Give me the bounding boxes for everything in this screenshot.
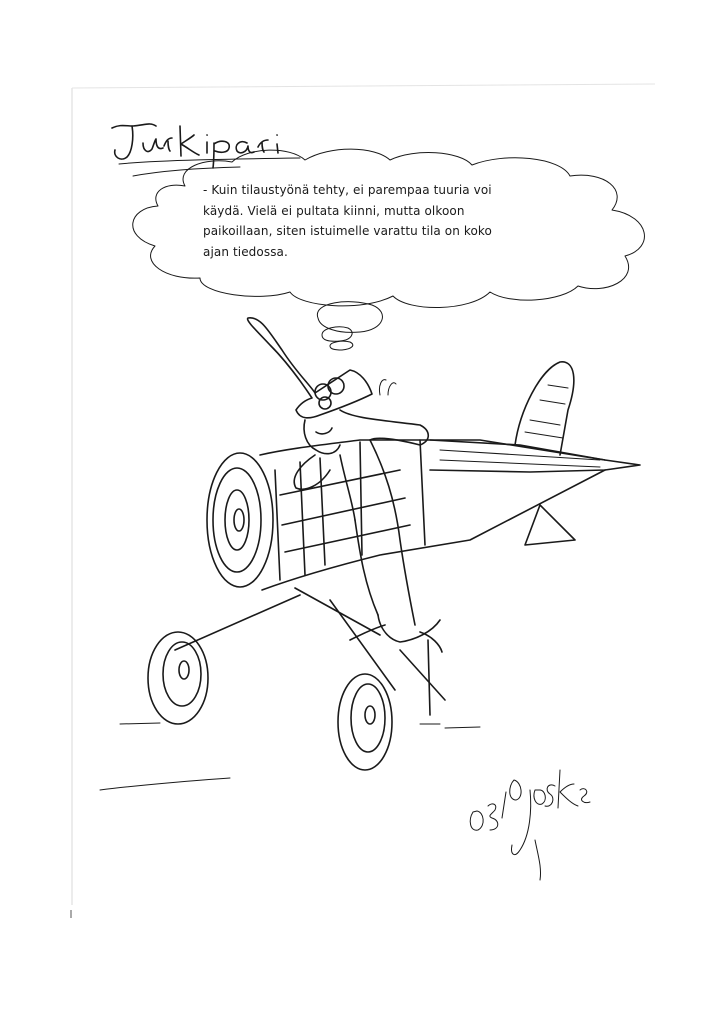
thought-bubble-tail-large [317,302,382,333]
thought-bubble-tail-small [330,341,353,350]
handwritten-signature-logo [470,770,590,880]
thought-line-1: - Kuin tilaustyönä tehty, ei parempaa tuuria voi [203,183,492,197]
thought-bubble-text [203,180,548,262]
thought-bubble-tail-medium [322,327,352,341]
thought-line-4: ajan tiedossa. [203,244,288,259]
page-edge-top [72,84,655,88]
airplane-illustration [100,362,640,790]
thought-line-3: paikoillaan, siten istuimelle varattu tila on koko [203,224,492,238]
character-figure [248,318,442,652]
thought-line-2: käydä. Vielä ei pultata kiinni, mutta olkoon [203,203,465,218]
